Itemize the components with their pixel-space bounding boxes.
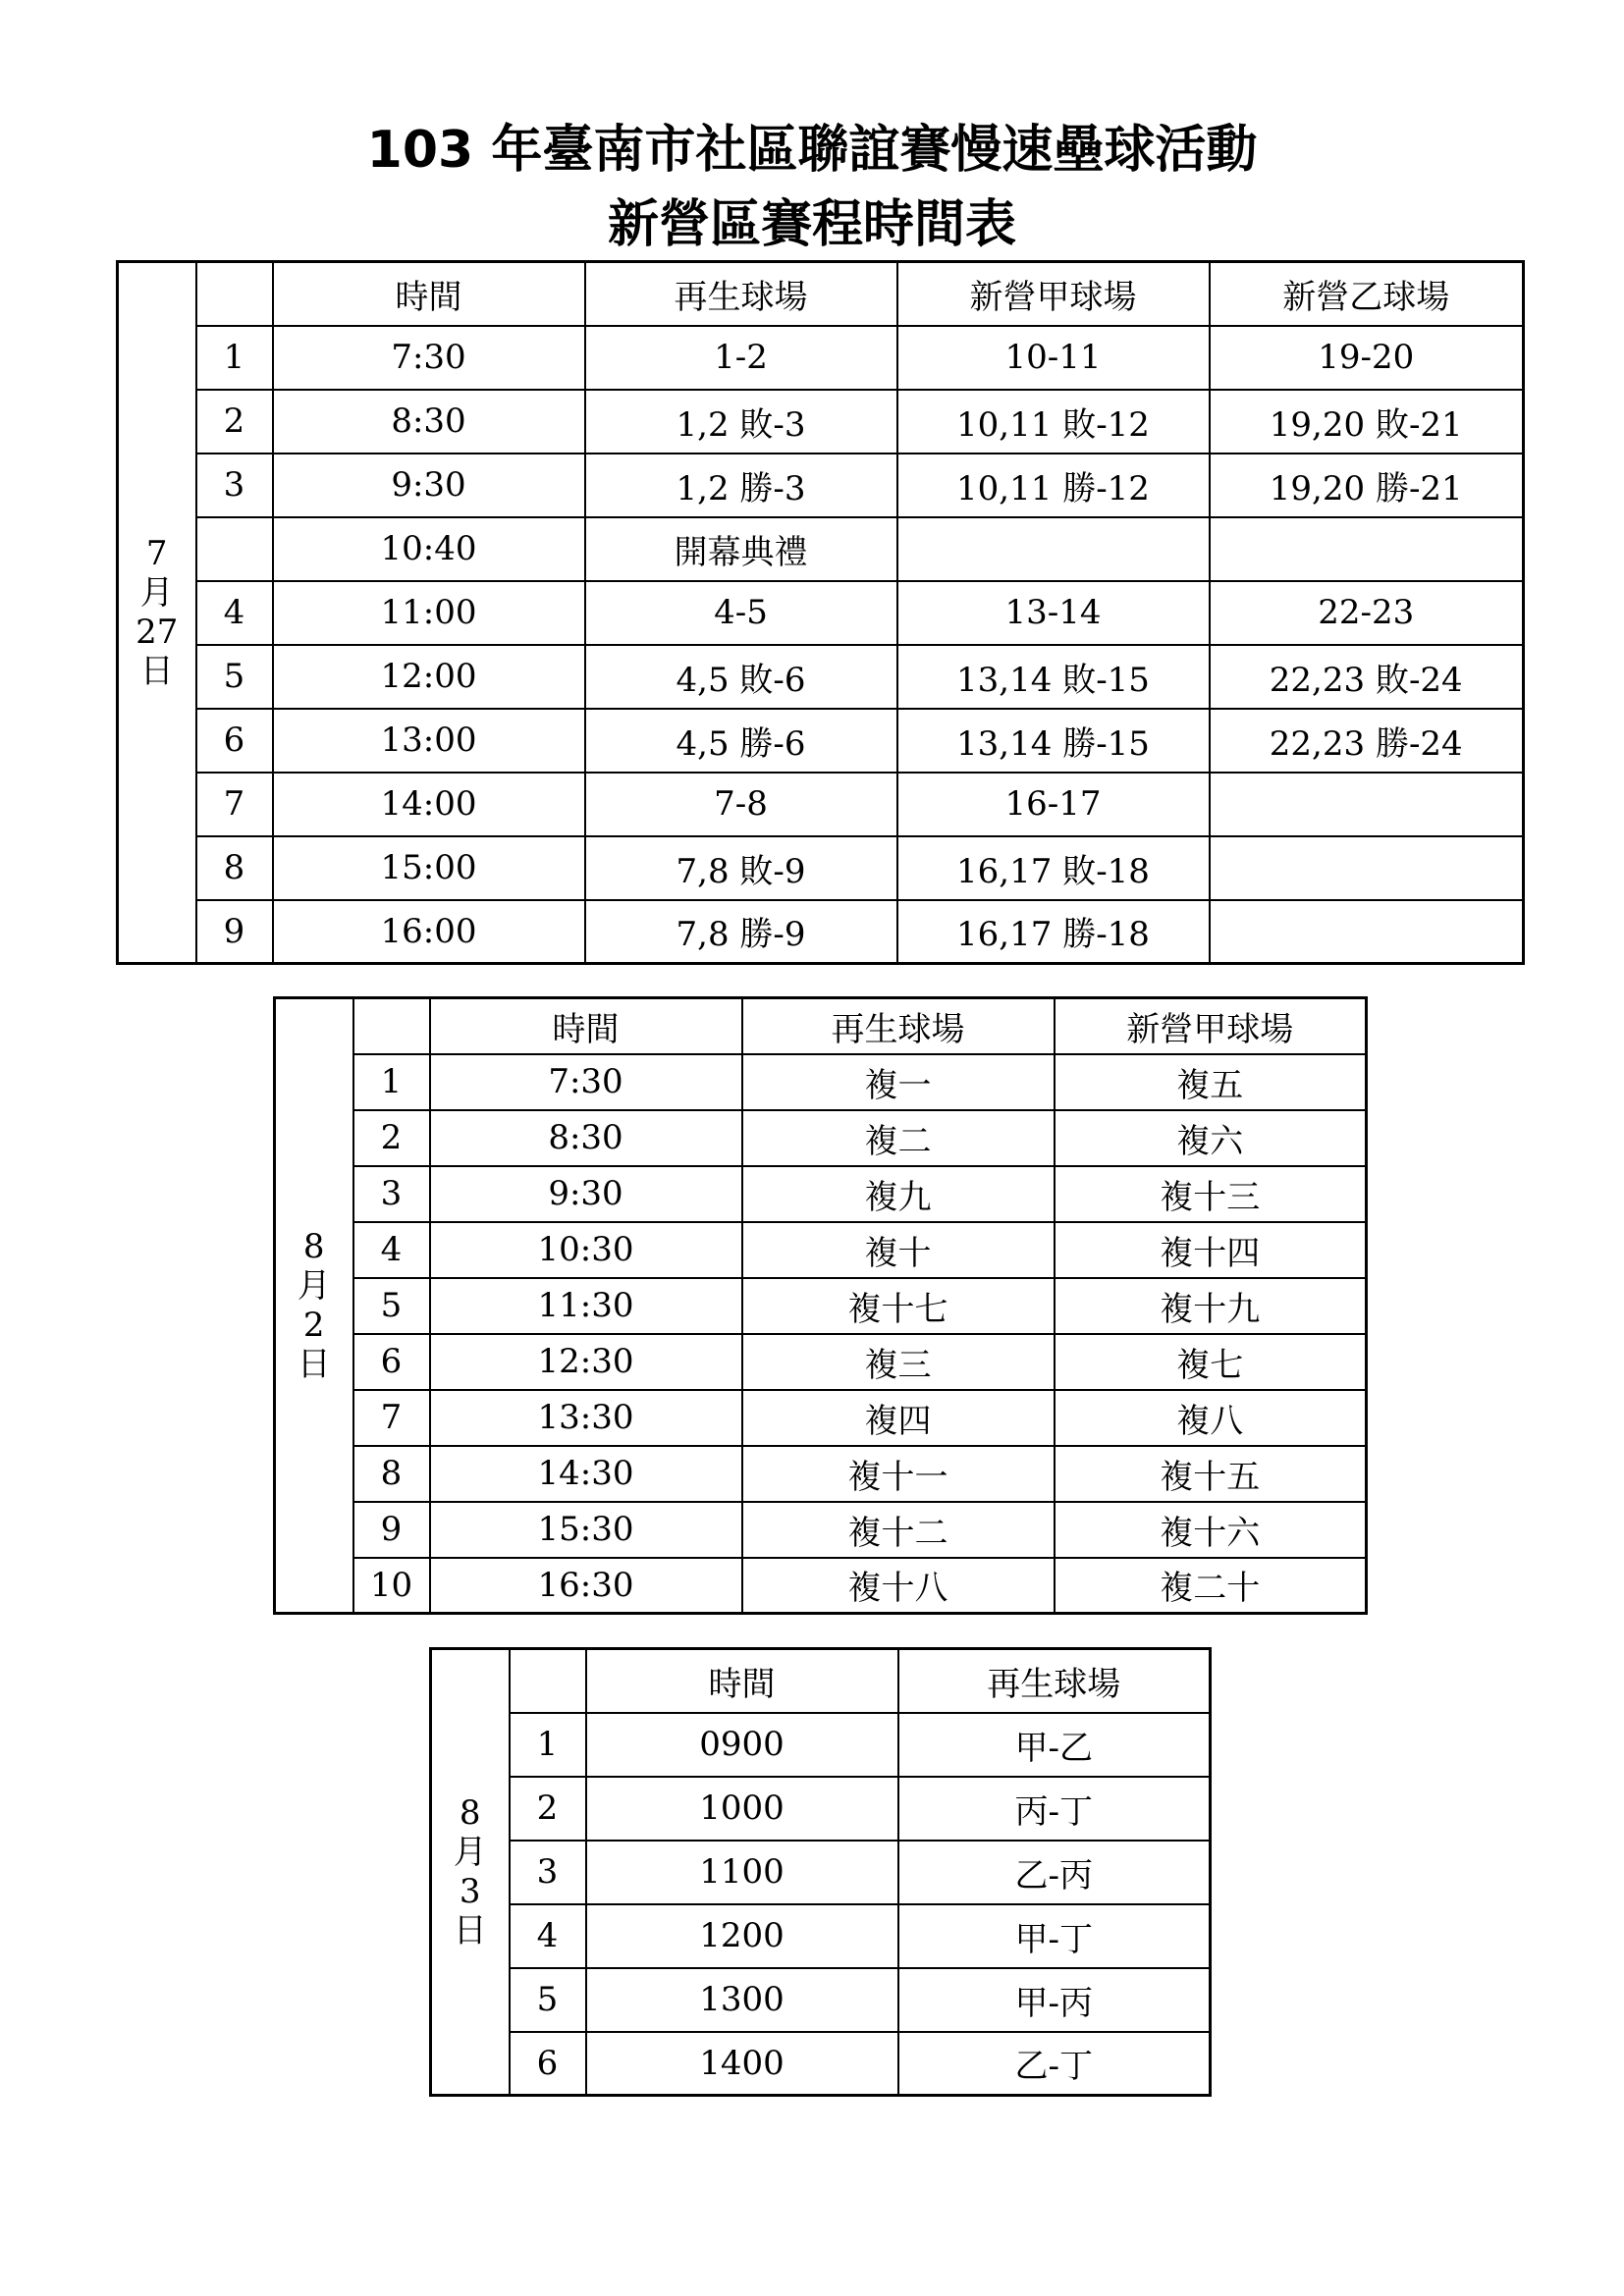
match-xinying-a: 複七 — [1055, 1334, 1367, 1390]
game-time: 14:30 — [430, 1446, 742, 1502]
match-xinying-a: 13-14 — [897, 581, 1210, 645]
date-month-char: 月 — [297, 1266, 331, 1306]
match-xinying-b — [1210, 836, 1524, 900]
game-number: 3 — [196, 454, 273, 517]
table-row — [275, 1390, 1367, 1446]
game-time: 1400 — [586, 2032, 898, 2096]
match-zaisheng: 複二 — [742, 1110, 1055, 1166]
match-zaisheng: 甲-丙 — [898, 1968, 1211, 2032]
game-number: 1 — [353, 1054, 430, 1110]
table-row — [431, 1841, 1211, 1904]
header-field-zaisheng: 再生球場 — [585, 262, 897, 326]
header-game-number — [510, 1649, 586, 1713]
game-number: 5 — [353, 1278, 430, 1334]
header-row — [118, 262, 1524, 326]
table-row-ceremony — [118, 517, 1524, 581]
table-row — [275, 1166, 1367, 1222]
game-number: 7 — [196, 773, 273, 836]
table-row — [275, 1278, 1367, 1334]
match-zaisheng: 1,2 敗-3 — [585, 390, 897, 454]
match-zaisheng: 複十一 — [742, 1446, 1055, 1502]
table-row — [275, 1110, 1367, 1166]
table-row — [431, 1777, 1211, 1841]
game-number: 6 — [353, 1334, 430, 1390]
date-month-number: 8 — [302, 1227, 325, 1266]
match-zaisheng: 複十八 — [742, 1558, 1055, 1614]
game-time: 10:30 — [430, 1222, 742, 1278]
match-xinying-a: 16,17 勝-18 — [897, 900, 1210, 964]
table-row — [118, 773, 1524, 836]
game-number: 4 — [196, 581, 273, 645]
table-row — [431, 1904, 1211, 1968]
game-time: 16:00 — [273, 900, 585, 964]
match-xinying-b: 22,23 勝-24 — [1210, 709, 1524, 773]
match-zaisheng: 複四 — [742, 1390, 1055, 1446]
match-zaisheng: 乙-丙 — [898, 1841, 1211, 1904]
game-time: 16:30 — [430, 1558, 742, 1614]
date-day-number: 3 — [459, 1872, 481, 1911]
match-zaisheng: 1-2 — [585, 326, 897, 390]
match-xinying-a: 13,14 敗-15 — [897, 645, 1210, 709]
header-time: 時間 — [430, 998, 742, 1054]
game-number: 6 — [510, 2032, 586, 2096]
game-number: 4 — [353, 1222, 430, 1278]
match-xinying-b: 22,23 敗-24 — [1210, 645, 1524, 709]
match-xinying-b — [1210, 900, 1524, 964]
match-xinying-a: 複八 — [1055, 1390, 1367, 1446]
date-day-number: 2 — [302, 1306, 325, 1345]
game-time: 15:30 — [430, 1502, 742, 1558]
match-zaisheng: 複一 — [742, 1054, 1055, 1110]
match-xinying-a: 複十九 — [1055, 1278, 1367, 1334]
game-number: 1 — [510, 1713, 586, 1777]
game-number: 7 — [353, 1390, 430, 1446]
schedule-table-jul-27 — [116, 260, 1525, 965]
game-time: 10:40 — [273, 517, 585, 581]
date-month-char: 月 — [139, 573, 174, 613]
schedule-table-aug-3 — [429, 1647, 1212, 2097]
game-time: 13:00 — [273, 709, 585, 773]
game-number: 2 — [510, 1777, 586, 1841]
match-xinying-b: 22-23 — [1210, 581, 1524, 645]
match-zaisheng: 1,2 勝-3 — [585, 454, 897, 517]
match-xinying-a: 10-11 — [897, 326, 1210, 390]
table-row — [118, 390, 1524, 454]
table-row — [275, 1222, 1367, 1278]
table-row — [118, 836, 1524, 900]
page-title: 103 年臺南市社區聯誼賽慢速壘球活動 — [366, 121, 1258, 180]
table-row — [118, 709, 1524, 773]
match-xinying-a: 16,17 敗-18 — [897, 836, 1210, 900]
header-field-zaisheng: 再生球場 — [898, 1649, 1211, 1713]
date-day-char: 日 — [297, 1345, 331, 1384]
match-xinying-a: 16-17 — [897, 773, 1210, 836]
match-zaisheng: 4-5 — [585, 581, 897, 645]
match-xinying-a: 複十三 — [1055, 1166, 1367, 1222]
game-time: 7:30 — [273, 326, 585, 390]
match-xinying-a: 複十五 — [1055, 1446, 1367, 1502]
game-number: 6 — [196, 709, 273, 773]
game-number: 8 — [353, 1446, 430, 1502]
match-zaisheng: 複十二 — [742, 1502, 1055, 1558]
game-time: 9:30 — [430, 1166, 742, 1222]
game-number — [196, 517, 273, 581]
table-row — [118, 581, 1524, 645]
table-row — [431, 1713, 1211, 1777]
game-number: 2 — [196, 390, 273, 454]
table-row — [275, 1558, 1367, 1614]
match-xinying-a: 複五 — [1055, 1054, 1367, 1110]
game-number: 9 — [196, 900, 273, 964]
game-time: 14:00 — [273, 773, 585, 836]
game-time: 12:00 — [273, 645, 585, 709]
schedule-table-aug-2 — [273, 996, 1368, 1615]
game-time: 0900 — [586, 1713, 898, 1777]
game-time: 9:30 — [273, 454, 585, 517]
date-day-char: 日 — [453, 1911, 487, 1950]
match-xinying-b: 19-20 — [1210, 326, 1524, 390]
match-xinying-a: 13,14 勝-15 — [897, 709, 1210, 773]
match-xinying-a: 複十六 — [1055, 1502, 1367, 1558]
game-time: 12:30 — [430, 1334, 742, 1390]
table-row — [275, 1334, 1367, 1390]
game-number: 5 — [196, 645, 273, 709]
header-game-number — [196, 262, 273, 326]
game-time: 1100 — [586, 1841, 898, 1904]
table-row — [118, 454, 1524, 517]
match-xinying-a — [897, 517, 1210, 581]
match-xinying-b — [1210, 517, 1524, 581]
match-zaisheng: 4,5 敗-6 — [585, 645, 897, 709]
table-row — [118, 900, 1524, 964]
header-time: 時間 — [586, 1649, 898, 1713]
match-xinying-a: 複十四 — [1055, 1222, 1367, 1278]
match-xinying-b: 19,20 敗-21 — [1210, 390, 1524, 454]
header-row — [431, 1649, 1211, 1713]
game-time: 15:00 — [273, 836, 585, 900]
date-month-number: 7 — [145, 534, 168, 573]
game-time: 8:30 — [430, 1110, 742, 1166]
game-time: 8:30 — [273, 390, 585, 454]
date-cell — [431, 1649, 510, 2096]
table-row — [118, 645, 1524, 709]
game-number: 8 — [196, 836, 273, 900]
table-row — [275, 1502, 1367, 1558]
match-xinying-b: 19,20 勝-21 — [1210, 454, 1524, 517]
match-zaisheng: 複九 — [742, 1166, 1055, 1222]
date-month-char: 月 — [453, 1833, 487, 1872]
table-row — [431, 2032, 1211, 2096]
match-zaisheng: 4,5 勝-6 — [585, 709, 897, 773]
match-zaisheng: 複十 — [742, 1222, 1055, 1278]
game-number: 3 — [353, 1166, 430, 1222]
match-xinying-a: 10,11 敗-12 — [897, 390, 1210, 454]
match-xinying-b — [1210, 773, 1524, 836]
match-zaisheng: 甲-丁 — [898, 1904, 1211, 1968]
header-field-xinying-a: 新營甲球場 — [1055, 998, 1367, 1054]
game-time: 11:30 — [430, 1278, 742, 1334]
match-zaisheng: 複十七 — [742, 1278, 1055, 1334]
table-row — [431, 1968, 1211, 2032]
match-zaisheng: 7,8 勝-9 — [585, 900, 897, 964]
game-number: 4 — [510, 1904, 586, 1968]
game-time: 13:30 — [430, 1390, 742, 1446]
date-month-number: 8 — [459, 1793, 481, 1833]
match-zaisheng: 7,8 敗-9 — [585, 836, 897, 900]
header-row — [275, 998, 1367, 1054]
match-xinying-a: 複六 — [1055, 1110, 1367, 1166]
header-time: 時間 — [273, 262, 585, 326]
game-number: 2 — [353, 1110, 430, 1166]
game-number: 1 — [196, 326, 273, 390]
match-zaisheng: 7-8 — [585, 773, 897, 836]
game-number: 9 — [353, 1502, 430, 1558]
game-time: 7:30 — [430, 1054, 742, 1110]
game-time: 1000 — [586, 1777, 898, 1841]
game-time: 11:00 — [273, 581, 585, 645]
header-field-xinying-a: 新營甲球場 — [897, 262, 1210, 326]
date-day-number: 27 — [135, 613, 179, 652]
match-zaisheng: 甲-乙 — [898, 1713, 1211, 1777]
header-game-number — [353, 998, 430, 1054]
match-xinying-a: 10,11 勝-12 — [897, 454, 1210, 517]
page-subtitle: 新營區賽程時間表 — [607, 195, 1016, 254]
game-number: 5 — [510, 1968, 586, 2032]
table-row — [275, 1446, 1367, 1502]
game-number: 3 — [510, 1841, 586, 1904]
date-cell — [118, 262, 196, 964]
game-number: 10 — [353, 1558, 430, 1614]
match-zaisheng: 丙-丁 — [898, 1777, 1211, 1841]
match-zaisheng: 乙-丁 — [898, 2032, 1211, 2096]
opening-ceremony: 開幕典禮 — [585, 517, 897, 581]
match-xinying-a: 複二十 — [1055, 1558, 1367, 1614]
match-zaisheng: 複三 — [742, 1334, 1055, 1390]
date-cell — [275, 998, 353, 1614]
table-row — [118, 326, 1524, 390]
game-time: 1300 — [586, 1968, 898, 2032]
header-field-zaisheng: 再生球場 — [742, 998, 1055, 1054]
game-time: 1200 — [586, 1904, 898, 1968]
header-field-xinying-b: 新營乙球場 — [1210, 262, 1524, 326]
table-row — [275, 1054, 1367, 1110]
date-day-char: 日 — [139, 652, 174, 691]
